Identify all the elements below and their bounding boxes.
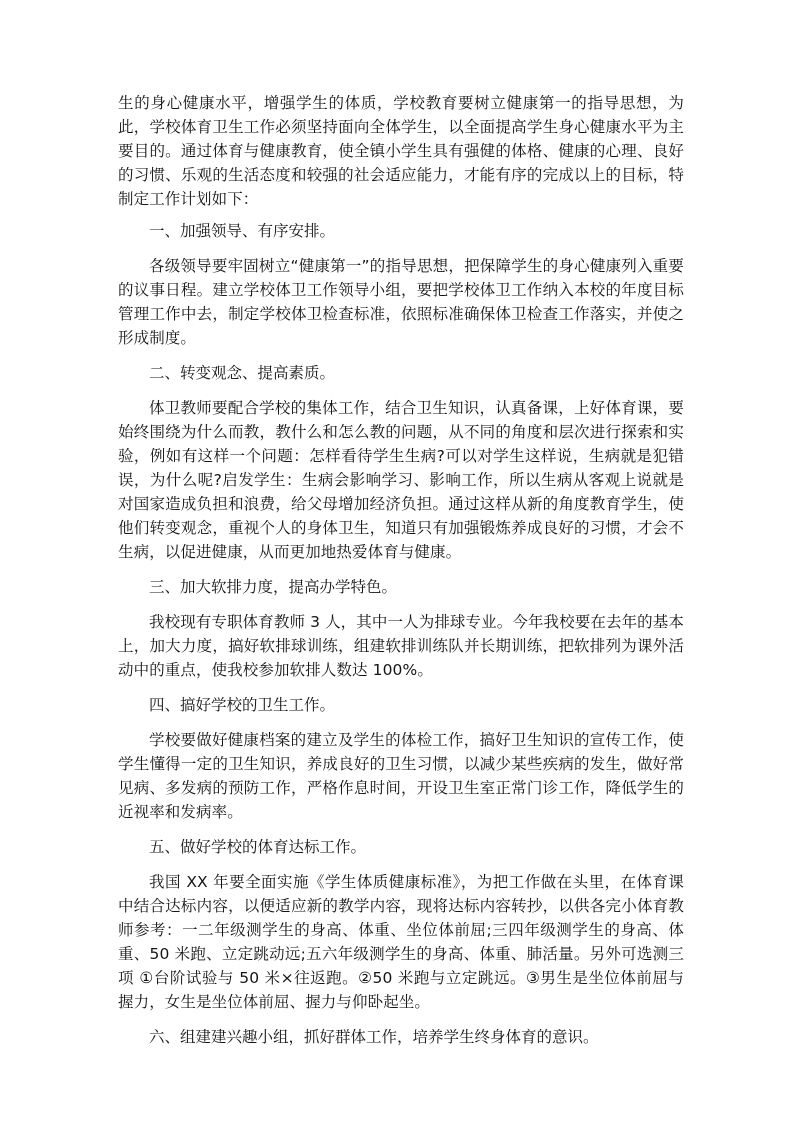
section-5-heading: 五、做好学校的体育达标工作。 [149, 838, 367, 856]
section-5-body: 我国 XX 年要全面实施《学生体质健康标准》，为把工作做在头里，在体育课中结合达标内容，以便适应新的教学内容，现将达标内容转抄，以供各完小体育教师参考：一二年级测学生的身高、体重、坐位体前屈;三四年级测学生的身高、体重、50 米跑、立定跳动远;五六年级测学生的身高、体重、肺活量。另外可选测三项 ①台阶试验与 50 米×往返跑。②50 米跑与立定跳远。③男生是坐位体前屈与握力，女生是坐位体前屈、握力与仰卧起坐。 [118, 873, 684, 1011]
section-6-heading: 六、组建建兴趣小组，抓好群体工作，培养学生终身体育的意识。 [149, 1028, 599, 1046]
section-4-heading: 四、搞好学校的卫生工作。 [149, 696, 336, 714]
section-2-heading: 二、转变观念、提高素质。 [149, 364, 336, 382]
section-3-body: 我校现有专职体育教师 3 人，其中一人为排球专业。今年我校要在去年的基本上，加大力度，搞好软排球训练，组建软排训练队并长期训练，把软排列为课外活动中的重点，使我校参加软排人数达 100%。 [118, 613, 684, 679]
section-1-body: 各级领导要牢固树立“健康第一”的指导思想，把保障学生的身心健康列入重要的议事日程。建立学校体卫工作领导小组，要把学校体卫工作纳入本校的年度目标管理工作中去，制定学校体卫检查标准，依照标准确保体卫检查工作落实，并使之形成制度。 [118, 257, 684, 347]
section-3-heading: 三、加大软排力度，提高办学特色。 [149, 578, 398, 596]
intro-paragraph: 生的身心健康水平，增强学生的体质，学校教育要树立健康第一的指导思想，为此，学校体育卫生工作必须坚持面向全体学生，以全面提高学生身心健康水平为主要目的。通过体育与健康教育，使全镇小学生具有强健的体格、健康的心理、良好的习惯、乐观的生活态度和较强的社会适应能力，才能有序的完成以上的目标，特制定工作计划如下： [118, 94, 684, 208]
section-1-heading: 一、加强领导、有序安排。 [149, 222, 336, 240]
section-2-body: 体卫教师要配合学校的集体工作，结合卫生知识，认真备课，上好体育课，要始终围绕为什么而教，教什么和怎么教的问题，从不同的角度和层次进行探索和实验，例如有这样一个问题：怎样看待学生生病?可以对学生这样说，生病就是犯错误，为什么呢?启发学生：生病会影响学习、影响工作，所以生病从客观上说就是对国家造成负担和浪费，给父母增加经济负担。通过这样从新的角度教育学生，使他们转变观念，重视个人的身体卫生，知道只有加强锻炼养成良好的习惯，才会不生病，以促进健康，从而更加地热爱体育与健康。 [118, 399, 684, 561]
document-page [118, 91, 684, 1049]
section-4-body: 学校要做好健康档案的建立及学生的体检工作，搞好卫生知识的宣传工作，使学生懂得一定的卫生知识，养成良好的卫生习惯，以减少某些疾病的发生，做好常见病、多发病的预防工作，严格作息时间，开设卫生室正常门诊工作，降低学生的近视率和发病率。 [118, 731, 684, 821]
